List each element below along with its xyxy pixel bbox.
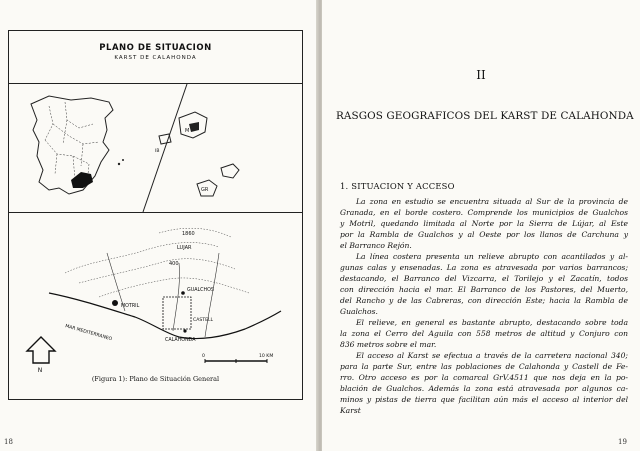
text-line: Karst (340, 406, 361, 415)
text-line: del Rancho y de las Cabreras, con dirección Este; hacia la Rambla de (340, 296, 628, 305)
page-number-right: 19 (618, 438, 627, 446)
text-line: y Motril, quedando limitada al Norte por la Sierra de Lújar, al Este (340, 219, 628, 228)
left-page (0, 0, 318, 451)
text-line: por la Rambla de Gualchos y al Oeste por los llanos de Carchuna y (340, 230, 628, 239)
section-title: 1. SITUACION Y ACCESO (340, 181, 455, 191)
text-line: El relieve, en general es bastante abrupto, destacando sobre toda (356, 318, 628, 327)
lujar-label: LUJAR (177, 245, 192, 251)
north-arrow-icon (27, 337, 55, 363)
text-line: para la parte Sur, entre las poblaciones de Calahonda y Castell de Fe- (340, 362, 628, 371)
castell-label: CASTELL (193, 318, 214, 323)
ibiza-label: IB (155, 149, 160, 154)
text-line: rro. Otro acceso es por la comarcal GrV.4511 que nos deja en la po- (340, 373, 628, 382)
sea-label: MAR MEDITERRANEO (64, 324, 113, 343)
mallorca-label: M (185, 128, 190, 134)
text-line: El acceso al Karst se efectua a través de la carretera nacional 340; (356, 351, 628, 360)
gran-canaria-label: GR (201, 187, 209, 193)
gualchos-marker (181, 291, 185, 295)
text-line: Granada, en el borde costero. Comprende los municipios de Gualchos (340, 208, 628, 217)
tenerife-island-outline (221, 164, 239, 178)
scale-zero-label: 0 (202, 354, 205, 359)
local-area-map (9, 213, 302, 373)
location-map-figure (8, 30, 303, 400)
text-line: La zona en estudio se encuentra situada al Sur de la provincia de (356, 197, 628, 206)
text-line: minos y pistas de tierra que facilitan aún más el acceso al interior del (340, 395, 628, 404)
elevation-400-label: 400 (169, 261, 179, 267)
right-page (322, 0, 640, 451)
text-line: La línea costera presenta un relieve abrupto con acantilados y al- (356, 252, 628, 261)
island-dot (118, 163, 120, 165)
north-label: N (37, 367, 43, 373)
text-line: la zona el Cerro del Aguila con 558 metros de altitud y Conjuro con (340, 329, 628, 338)
elevation-1860-label: 1860 (182, 231, 195, 237)
contour-lines (65, 228, 249, 297)
calahonda-marker (183, 329, 186, 332)
figure-subtitle: KARST DE CALAHONDA (114, 55, 197, 61)
mallorca-island-fill (189, 122, 199, 132)
scale-km-label: 10 KM (259, 354, 274, 359)
text-line: blación de Gualchos. Además la zona está atravesada por algunos ca- (340, 384, 628, 393)
figure-caption: (Figura 1): Plano de Situación General (91, 375, 220, 383)
calahonda-label: CALAHONDA (165, 338, 196, 343)
chapter-number: II (476, 68, 486, 82)
motril-marker (112, 300, 118, 306)
rivers (107, 253, 219, 337)
inset-divider (143, 84, 190, 212)
chapter-title: RASGOS GEOGRAFICOS DEL KARST DE CALAHONDA (336, 110, 634, 122)
gualchos-label: GUALCHOS (187, 288, 214, 293)
body-text (340, 196, 628, 416)
ibiza-island-outline (159, 134, 171, 144)
text-line: el Barranco Rejón. (340, 241, 412, 250)
page-number-left: 18 (4, 438, 13, 446)
text-line: destacando, el Barranco del Vizcarra, el Torilejo y el Zacatín, todos (340, 274, 628, 283)
motril-label: MOTRIL (121, 304, 140, 309)
text-line: 836 metros sobre el mar. (340, 340, 437, 349)
province-borders (45, 102, 99, 184)
text-line: con dirección hacia el mar. El Barranco de los Pastores, del Muerto, (340, 285, 628, 294)
inset-map-spain (9, 83, 302, 213)
island-dot-small (122, 159, 124, 161)
text-line: gunas calas y ensenadas. La zona es atravesada por varios barrancos; (340, 263, 628, 272)
figure-title: PLANO DE SITUACION (99, 43, 212, 53)
text-line: Gualchos. (340, 307, 378, 316)
